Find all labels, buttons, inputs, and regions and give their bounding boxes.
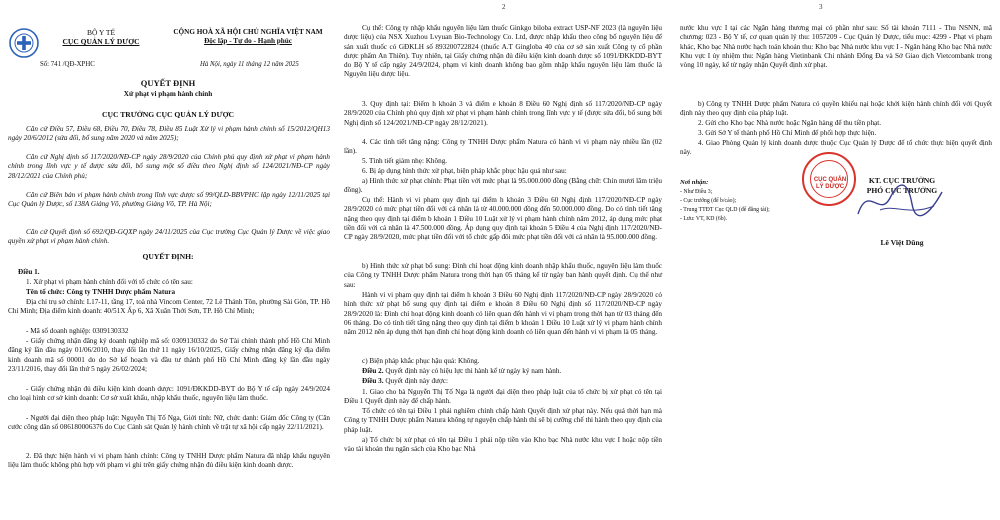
document-subtitle: Xử phạt vi phạm hành chính: [123, 90, 213, 98]
art1-violation: 2. Đã thực hiện hành vi vi phạm hành chính: Công ty TNHH Dược phẩm Natura đã nhập khẩu nguyên liệu làm thuốc không phù hợp với phạm vi ghi trên giấy chứng nhận đủ điều kiện kinh doanh dược.: [8, 452, 330, 470]
republic-name: CỘNG HOÀ XÃ HỘI CHỦ NGHĨA VIỆT NAM: [173, 28, 323, 36]
page-number: 3: [819, 3, 823, 11]
preamble-1: Căn cứ Điều 57, Điều 68, Điều 70, Điều 78, Điều 85 Luật Xử lý vi phạm hành chính số 15/2012/QH13 ngày 20/6/2012 (sửa đổi, bổ sung năm 2020 và năm 2025);: [8, 125, 330, 143]
p2-para-1: Cụ thể: Công ty nhập khẩu nguyên liệu làm thuốc Ginkgo biloba extract USP-NF 2023 (là nguyên liệu dược liệu) của NSX Xuzhou Lvyuan Bio-Technology Co. Ltd, được nhập khẩu theo công bố nguyên liệu để sản xuất thuốc có GĐKLH số 893200722824 (thuốc A.T Gingloba 40 của cơ sở sản xuất Công ty cổ phần dược phẩm An Thiên). Tuy nhiên, tại Giấy chứng nhận đủ điều kiện kinh doanh dược số 1091/ĐKKDD-BYT do Bộ Y tế cấp ngày 24/9/2024, phạm vi kinh doanh không bao gồm nhập khẩu nguyên liệu làm thuốc là Nguyên liệu dược liệu.: [344, 24, 662, 79]
p3-para-2: b) Công ty TNHH Dược phẩm Natura có quyền khiếu nại hoặc khởi kiện hành chính đối với Quyết định này theo quy định của pháp luật.: [680, 100, 992, 118]
article-3-heading: Điều 3.: [362, 377, 384, 385]
p2-para-10: c) Biện pháp khắc phục hậu quả: Không.: [362, 357, 480, 365]
signature-title-2: PHÓ CỤC TRƯỞNG: [866, 186, 938, 195]
ministry-name: BỘ Y TẾ: [86, 28, 116, 37]
preamble-4: Căn cứ Quyết định số 692/QĐ-GQXP ngày 24/11/2025 của Cục trưởng Cục Quản lý Dược về việc giao quyền xử phạt vi phạm hành chính.: [8, 228, 330, 246]
p2-para-7: Cụ thể: Hành vi vi phạm quy định tại điểm h khoản 3 Điều 60 Nghị định 117/2020/NĐ-CP ngày 28/9/2020 có mức phạt tiền đối với cá nhân là từ 40.000.000 đồng đến 50.000.000 đồng. Do có tình tiết tăng nặng theo quy định tại điểm b khoản 1 Điều 10 Luật xử lý vi phạm hành chính năm 2012, áp dụng mức phạt tiền đối với cá nhân là 47.500.000 đồng. Áp dụng quy định tại khoản 5 Điều 4 của Nghị định 117/2020/NĐ-CP ngày 28/9/2020, mức phạt tiền đối với tổ chức gấp đôi mức phạt tiền đối với cá nhân là 95.000.000 đồng.: [344, 196, 662, 242]
art1-registration: - Giấy chứng nhận đăng ký doanh nghiệp mã số: 0309130332 do Sở Tài chính thành phố Hồ Chí Minh đăng ký lần đầu ngày 01/06/2010, thay đổi lần thứ 11 ngày 16/10/2025, Giấy chứng nhận đăng ký địa điểm kinh doanh mã số 00001 do do Sở kế hoạch và đầu tư thành phố Hồ Chí Minh đăng ký lần đầu ngày 23/11/2016, thay đổi lần thứ 5 ngày 26/02/2024;: [8, 337, 330, 373]
national-motto: Độc lập - Tự do - Hạnh phúc: [204, 37, 292, 45]
page-2: [336, 0, 672, 520]
art1-representative: - Người đại diện theo pháp luật: Nguyễn Thị Tố Nga, Giới tính: Nữ, chức danh: Giám đốc Công ty (Căn cước công dân số 086180006376 do Cục Cảnh sát Quản lý hành chính về trật tự xã hội cấp ngày 22/11/2021).: [8, 414, 330, 432]
agency-name: CỤC QUẢN LÝ DƯỢC: [62, 37, 140, 46]
p2-para-4: 5. Tình tiết giảm nhẹ: Không.: [362, 157, 448, 165]
official-stamp: [802, 152, 856, 206]
article-2: [362, 367, 561, 376]
p2-para-2: 3. Quy định tại: Điểm h khoản 3 và điểm e khoản 8 Điều 60 Nghị định số 117/2020/NĐ-CP ngày 28/9/2020 của Chính phủ quy định xử phạt vi phạm hành chính trong lĩnh vực y tế (được sửa đổi, bổ sung bởi Nghị định số 124/2021/NĐ-CP ngày 28/12/2021).: [344, 100, 662, 127]
p3-para-5: 4. Giao Phòng Quản lý kinh doanh dược thuộc Cục Quản lý Dược để tổ chức thực hiện quyết định này.: [680, 139, 992, 157]
p2-tail-1: 1. Giao cho bà Nguyễn Thị Tố Nga là người đại diện theo pháp luật của tổ chức bị xử phạt có tên tại Điều 1 Quyết định này để chấp hành.: [344, 388, 662, 406]
recipient-item: - Trung TTĐT Cục QLD (để đăng tải);: [680, 207, 770, 213]
ministry-emblem-icon: [8, 27, 40, 59]
signature-icon: [850, 174, 950, 230]
p3-para-1: nước khu vực I tại các Ngân hàng thương mại có phần như sau: Số tài khoản 7111 - Thu NSNN, mã chương: 023 - Bộ Y tế, cơ quan quản lý thu: 1057209 - Cục Quản lý Dược, tiểu mục: 4299 - Phạt vi phạm khác, Kho bạc Nhà nước hạch toán khoản thu: Kho bạc Nhà nước khu vực I - Ngân hàng Kho bạc Nhà nước Khu vực I ủy nhiệm thu: Ngân hàng Vietinbank Chi nhánh Đống Đa và Sở Giao dịch Vietcombank trong vòng 10 ngày, kể từ ngày nhận Quyết định xử phạt.: [680, 24, 992, 70]
decide-heading: QUYẾT ĐỊNH:: [142, 252, 194, 261]
stamp-text: CỤC QUẢN LÝ DƯỢC: [813, 177, 847, 190]
p2-para-9: Hành vi vi phạm quy định tại điểm h khoản 3 Điều 60 Nghị định 117/2020/NĐ-CP ngày 28/9/2020 có hình thức xử phạt bổ sung quy định tại điểm e khoản 8 Điều 60 Nghị định số 117/2020/NĐ-CP ngày 28/9/2020 là: Đình chỉ hoạt động kinh doanh có liên quan đến hành vi vi phạm trong thời hạn từ 03 tháng đến 06 tháng. Do có tình tiết tăng nặng theo quy định tại điểm b khoản 1 Điều 10 Luật xử lý vi phạm hành chính năm 2012 nên áp dụng thời hạn đình chỉ hoạt động kinh doanh có liên quan đến hành vi vi phạm là 05 tháng.: [344, 291, 662, 337]
art1-address: Địa chỉ trụ sở chính: L17-11, tầng 17, toà nhà Vincom Center, 72 Lê Thánh Tôn, phường Sài Gòn, TP. Hồ Chí Minh; Địa điểm kinh doanh: 40/51X Ấp 6, Xã Xuân Thới Sơn, TP. Hồ Chí Minh;: [8, 298, 330, 316]
recipient-item: - Lưu: VT, KD (6b).: [680, 216, 728, 222]
document-number: Số: 741 /QĐ-XPHC: [40, 61, 95, 68]
issue-date: Hà Nội, ngày 11 tháng 12 năm 2025: [200, 61, 299, 68]
p2-para-5: 6. Bị áp dụng hình thức xử phạt, biện pháp khắc phục hậu quả như sau:: [362, 167, 567, 175]
page-3: [672, 0, 1000, 520]
article-2-text: Quyết định này có hiệu lực thi hành kể từ ngày ký nam hành.: [383, 367, 562, 375]
article-3: [362, 377, 448, 386]
p2-tail-3: a) Tổ chức bị xử phạt có tên tại Điều 1 phải nộp tiền vào Kho bạc Nhà nước khu vực I hoặc nộp tiền vào tài khoản thu ngân sách của Kho bạc Nhà: [344, 436, 662, 454]
preamble-2: Căn cứ Nghị định số 117/2020/NĐ-CP ngày 28/9/2020 của Chính phủ quy định xử phạt vi phạm hành chính trong lĩnh vực y tế được sửa đổi, bổ sung một số điều theo Nghị định số 124/2021/NĐ-CP ngày 28/12/2021 của Chính phủ;: [8, 153, 330, 180]
recipient-item: - Cục trưởng (để b/cáo);: [680, 198, 737, 204]
preamble-3: Căn cứ Biên bản vi phạm hành chính trong lĩnh vực dược số 99/QLD-BBVPHC lập ngày 12/11/2025 tại Cục Quản lý Dược, số 138A Giảng Võ, phường Giảng Võ, TP. Hà Nội;: [8, 191, 330, 209]
art1-para-1: 1. Xử phạt vi phạm hành chính đối với tổ chức có tên sau:: [26, 278, 193, 286]
signer-name: Lê Việt Dũng: [880, 238, 924, 247]
national-header: [160, 28, 336, 46]
page-number: 2: [502, 3, 506, 11]
signature-title-1: KT. CỤC TRƯỞNG: [868, 176, 936, 185]
document-title: QUYẾT ĐỊNH: [140, 78, 196, 88]
art1-license: - Giấy chứng nhận đủ điều kiện kinh doanh dược: 1091/ĐKKDD-BYT do Bộ Y tế cấp ngày 24/9/2024 cho loại hình cơ sở kinh doanh: Cơ sở xuất khẩu, nhập khẩu thuốc, nguyên liệu làm thuốc.: [8, 385, 330, 403]
p3-para-4: 3. Gửi Sở Y tế thành phố Hồ Chí Minh để phối hợp thực hiện.: [698, 129, 877, 137]
p2-para-8: b) Hình thức xử phạt bổ sung: Đình chỉ hoạt động kinh doanh nhập khẩu thuốc, nguyên liệu làm thuốc của Công ty TNHH Dược phẩm Natura trong thời hạn 05 tháng kể từ ngày ban hành quyết định. Cụ thể như sau:: [344, 262, 662, 289]
article-1-heading: Điều 1.: [18, 268, 40, 276]
art1-org-name: Tên tổ chức: Công ty TNHH Dược phẩm Natura: [26, 288, 176, 296]
art1-tax-code: - Mã số doanh nghiệp: 0309130332: [26, 327, 129, 335]
recipients-heading: Nơi nhận:: [680, 179, 709, 186]
article-3-text: Quyết định này được:: [383, 377, 448, 385]
page-1: [0, 0, 336, 520]
p2-para-3: 4. Các tình tiết tăng nặng: Công ty TNHH Dược phẩm Natura có hành vi vi phạm này nhiều lần (02 lần).: [344, 138, 662, 156]
article-2-heading: Điều 2.: [362, 367, 384, 375]
recipient-item: - Như Điều 3;: [680, 189, 713, 195]
issuer-header: [40, 28, 162, 46]
p2-tail-2: Tổ chức có tên tại Điều 1 phải nghiêm chỉnh chấp hành Quyết định xử phạt này. Nếu quá thời hạn mà Công ty TNHH Dược phẩm Natura không tự nguyện chấp hành thì sẽ bị cưỡng chế thi hành theo quy định của pháp luật.: [344, 407, 662, 434]
p3-para-3: 2. Gửi cho Kho bạc Nhà nước hoặc Ngân hàng để thu tiền phạt.: [698, 119, 882, 127]
p2-para-6: a) Hình thức xử phạt chính: Phạt tiền với mức phạt là 95.000.000 đồng (Bằng chữ: Chín mươi lăm triệu đồng).: [344, 177, 662, 195]
issuing-authority: CỤC TRƯỞNG CỤC QUẢN LÝ DƯỢC: [102, 110, 234, 119]
